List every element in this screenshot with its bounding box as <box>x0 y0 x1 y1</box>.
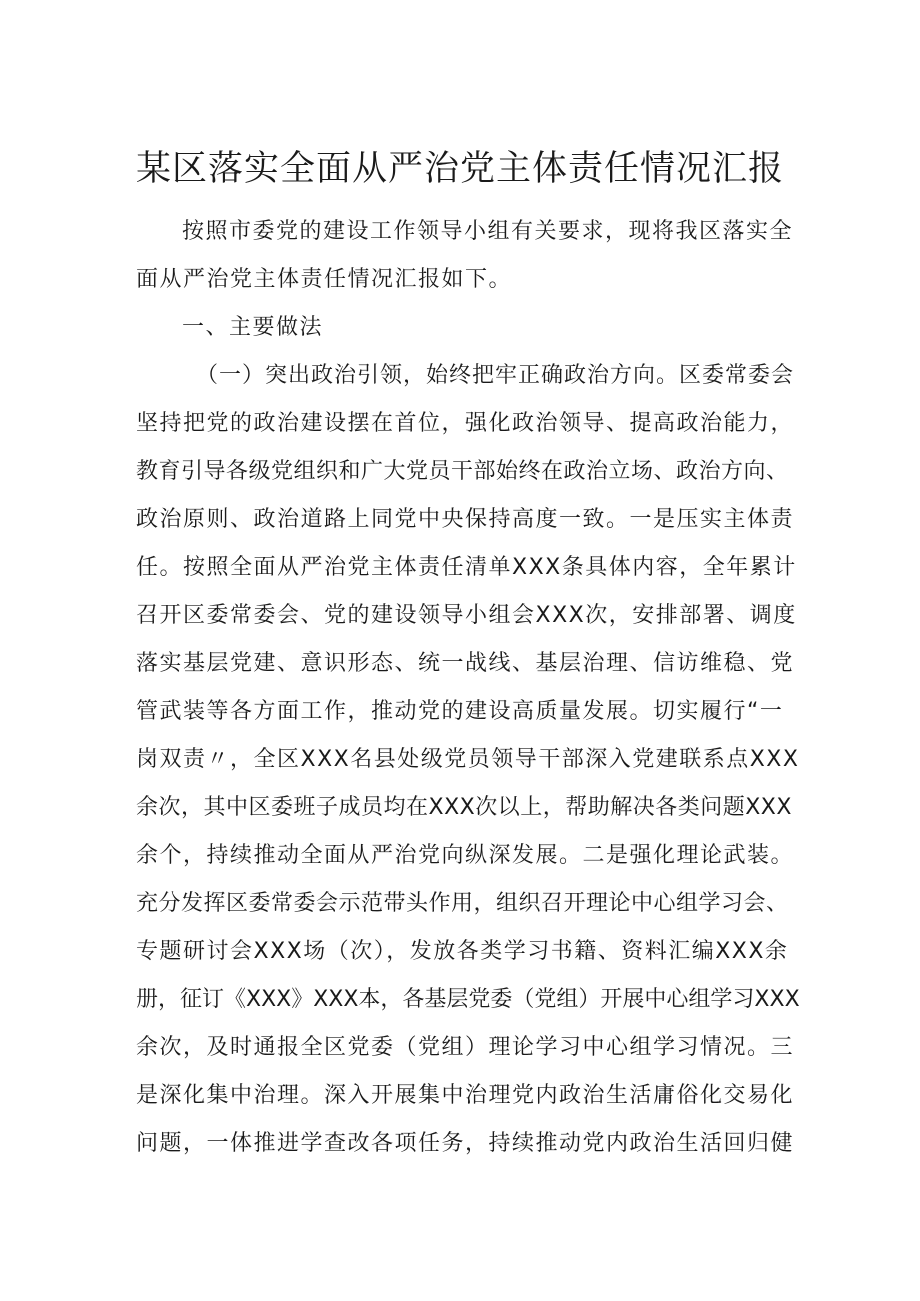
paragraph-line: 按照市委党的建设工作领导小组有关要求，现将我区落实全 <box>182 219 794 244</box>
paragraph-line: 册，征订《XXX》XXX本，各基层党委（党组）开展中心组学习XXX <box>136 987 800 1012</box>
paragraph-line: 政治原则、政治道路上同党中央保持高度一致。一是压实主体责 <box>136 507 795 532</box>
paragraph-line: 面从严治党主体责任情况汇报如下。 <box>136 267 513 292</box>
paragraph-line: 余次，及时通报全区党委（党组）理论学习中心组学习情况。三 <box>136 1035 795 1060</box>
paragraph-line: 落实基层党建、意识形态、统一战线、基层治理、信访维稳、党 <box>136 651 795 676</box>
paragraph-line: 岗双责〃，全区XXX名县处级党员领导干部深入党建联系点XXX <box>136 747 800 772</box>
paragraph-line: 是深化集中治理。深入开展集中治理党内政治生活庸俗化交易化 <box>136 1083 795 1108</box>
paragraph-line: 问题，一体推进学查改各项任务，持续推动党内政治生活回归健 <box>136 1131 795 1156</box>
paragraph-line: 余个，持续推动全面从严治党向纵深发展。二是强化理论武装。 <box>136 843 795 868</box>
paragraph-line: 充分发挥区委常委会示范带头作用，组织召开理论中心组学习会、 <box>136 891 789 916</box>
paragraph-line: 专题研讨会XXX场（次），发放各类学习书籍、资料汇编XXX余 <box>136 939 789 964</box>
paragraph-line: 坚持把党的政治建设摆在首位，强化政治领导、提高政治能力， <box>136 411 795 436</box>
section-heading: 一、主要做法 <box>182 315 324 340</box>
document-title: 某区落实全面从严治党主体责任情况汇报 <box>135 149 784 189</box>
subsection-heading-line: （一）突出政治引领，始终把牢正确政治方向。区委常委会 <box>196 363 795 388</box>
paragraph-line: 余次，其中区委班子成员均在XXX次以上，帮助解决各类问题XXX <box>136 795 792 820</box>
paragraph-line: 管武装等各方面工作，推动党的建设高质量发展。切实履行“一 <box>136 699 784 724</box>
paragraph-line: 召开区委常委会、党的建设领导小组会XXX次，安排部署、调度 <box>136 603 797 628</box>
paragraph-line: 教育引导各级党组织和广大党员干部始终在政治立场、政治方向、 <box>136 459 789 484</box>
paragraph-line: 任。按照全面从严治党主体责任清单XXX条具体内容，全年累计 <box>136 555 797 580</box>
